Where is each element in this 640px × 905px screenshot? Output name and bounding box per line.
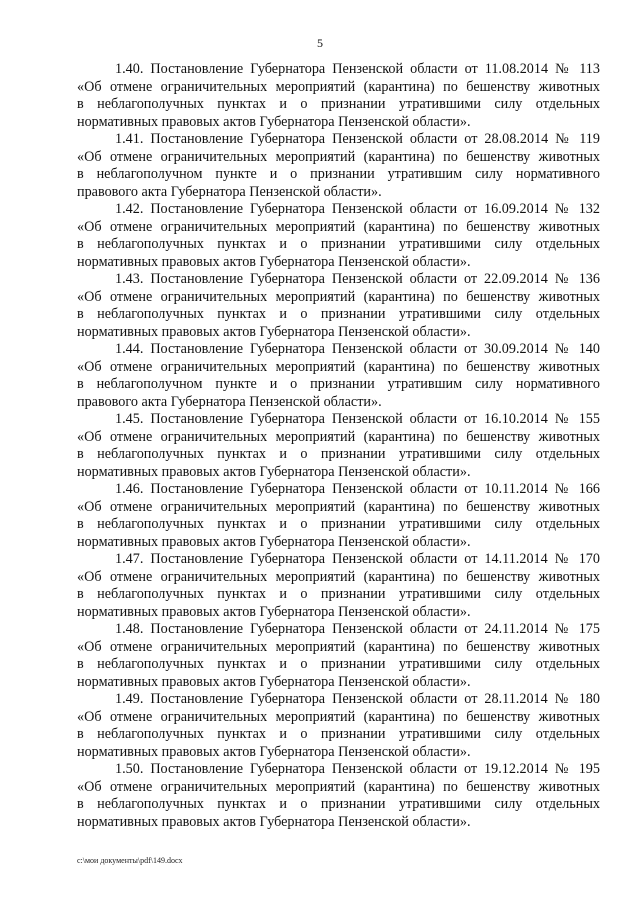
list-item [77,341,600,411]
item-text-line: в неблагополучных пунктах и о признании утратившими силу отдельных [77,586,600,602]
item-text-line: нормативных правовых актов Губернатора Пензенской области». [77,743,471,760]
item-text-line: нормативных правовых актов Губернатора Пензенской области». [77,673,471,690]
item-text-line: «Об отмене ограничительных мероприятий (карантина) по бешенству животных [77,638,600,655]
item-text-line: в неблагополучных пунктах и о признании утратившими силу отдельных [77,96,600,112]
footer-file-path: c:\мои документы\pdf\149.docx [77,856,183,865]
item-text-line: «Об отмене ограничительных мероприятий (карантина) по бешенству животных [77,288,600,305]
item-text-line: нормативных правовых актов Губернатора Пензенской области». [77,323,471,340]
item-text-line: правового акта Губернатора Пензенской области». [77,183,382,200]
item-text-line: «Об отмене ограничительных мероприятий (карантина) по бешенству животных [77,218,600,235]
item-text-line: в неблагополучных пунктах и о признании утратившими силу отдельных [77,656,600,672]
item-text-line: нормативных правовых актов Губернатора Пензенской области». [77,533,471,550]
item-text-line: «Об отмене ограничительных мероприятий (карантина) по бешенству животных [77,78,600,95]
list-item [77,61,600,131]
list-item [77,411,600,481]
item-heading-line: 1.45. Постановление Губернатора Пензенской области от 16.10.2014 № 155 [115,411,600,427]
item-heading-line: 1.46. Постановление Губернатора Пензенской области от 10.11.2014 № 166 [115,481,600,497]
list-item [77,691,600,761]
item-heading-line: 1.41. Постановление Губернатора Пензенской области от 28.08.2014 № 119 [115,131,600,147]
item-heading-line: 1.44. Постановление Губернатора Пензенской области от 30.09.2014 № 140 [115,341,600,357]
item-text-line: нормативных правовых актов Губернатора Пензенской области». [77,113,471,130]
list-item [77,481,600,551]
item-heading-line: 1.42. Постановление Губернатора Пензенской области от 16.09.2014 № 132 [115,201,600,217]
item-heading-line: 1.40. Постановление Губернатора Пензенской области от 11.08.2014 № 113 [115,61,600,77]
item-text-line: «Об отмене ограничительных мероприятий (карантина) по бешенству животных [77,428,600,445]
item-heading-line: 1.49. Постановление Губернатора Пензенской области от 28.11.2014 № 180 [115,691,600,707]
item-text-line: «Об отмене ограничительных мероприятий (карантина) по бешенству животных [77,568,600,585]
item-text-line: правового акта Губернатора Пензенской области». [77,393,382,410]
item-text-line: в неблагополучных пунктах и о признании утратившими силу отдельных [77,796,600,812]
item-text-line: нормативных правовых актов Губернатора Пензенской области». [77,603,471,620]
item-text-line: в неблагополучных пунктах и о признании утратившими силу отдельных [77,236,600,252]
list-item [77,271,600,341]
item-text-line: в неблагополучных пунктах и о признании утратившими силу отдельных [77,446,600,462]
item-heading-line: 1.48. Постановление Губернатора Пензенской области от 24.11.2014 № 175 [115,621,600,637]
item-text-line: нормативных правовых актов Губернатора Пензенской области». [77,253,471,270]
item-text-line: «Об отмене ограничительных мероприятий (карантина) по бешенству животных [77,148,600,165]
item-text-line: в неблагополучном пункте и о признании утратившим силу нормативного [77,166,600,182]
item-text-line: нормативных правовых актов Губернатора Пензенской области». [77,813,471,830]
list-item [77,761,600,831]
item-heading-line: 1.47. Постановление Губернатора Пензенской области от 14.11.2014 № 170 [115,551,600,567]
item-text-line: «Об отмене ограничительных мероприятий (карантина) по бешенству животных [77,778,600,795]
item-heading-line: 1.43. Постановление Губернатора Пензенской области от 22.09.2014 № 136 [115,271,600,287]
item-text-line: нормативных правовых актов Губернатора Пензенской области». [77,463,471,480]
item-text-line: «Об отмене ограничительных мероприятий (карантина) по бешенству животных [77,498,600,515]
item-text-line: «Об отмене ограничительных мероприятий (карантина) по бешенству животных [77,708,600,725]
document-body [77,61,600,831]
list-item [77,201,600,271]
page-number: 5 [317,36,323,50]
list-item [77,551,600,621]
list-item [77,621,600,691]
item-text-line: в неблагополучном пункте и о признании утратившим силу нормативного [77,376,600,392]
item-text-line: в неблагополучных пунктах и о признании утратившими силу отдельных [77,726,600,742]
list-item [77,131,600,201]
item-text-line: в неблагополучных пунктах и о признании утратившими силу отдельных [77,516,600,532]
item-text-line: «Об отмене ограничительных мероприятий (карантина) по бешенству животных [77,358,600,375]
item-heading-line: 1.50. Постановление Губернатора Пензенской области от 19.12.2014 № 195 [115,761,600,777]
item-text-line: в неблагополучных пунктах и о признании утратившими силу отдельных [77,306,600,322]
